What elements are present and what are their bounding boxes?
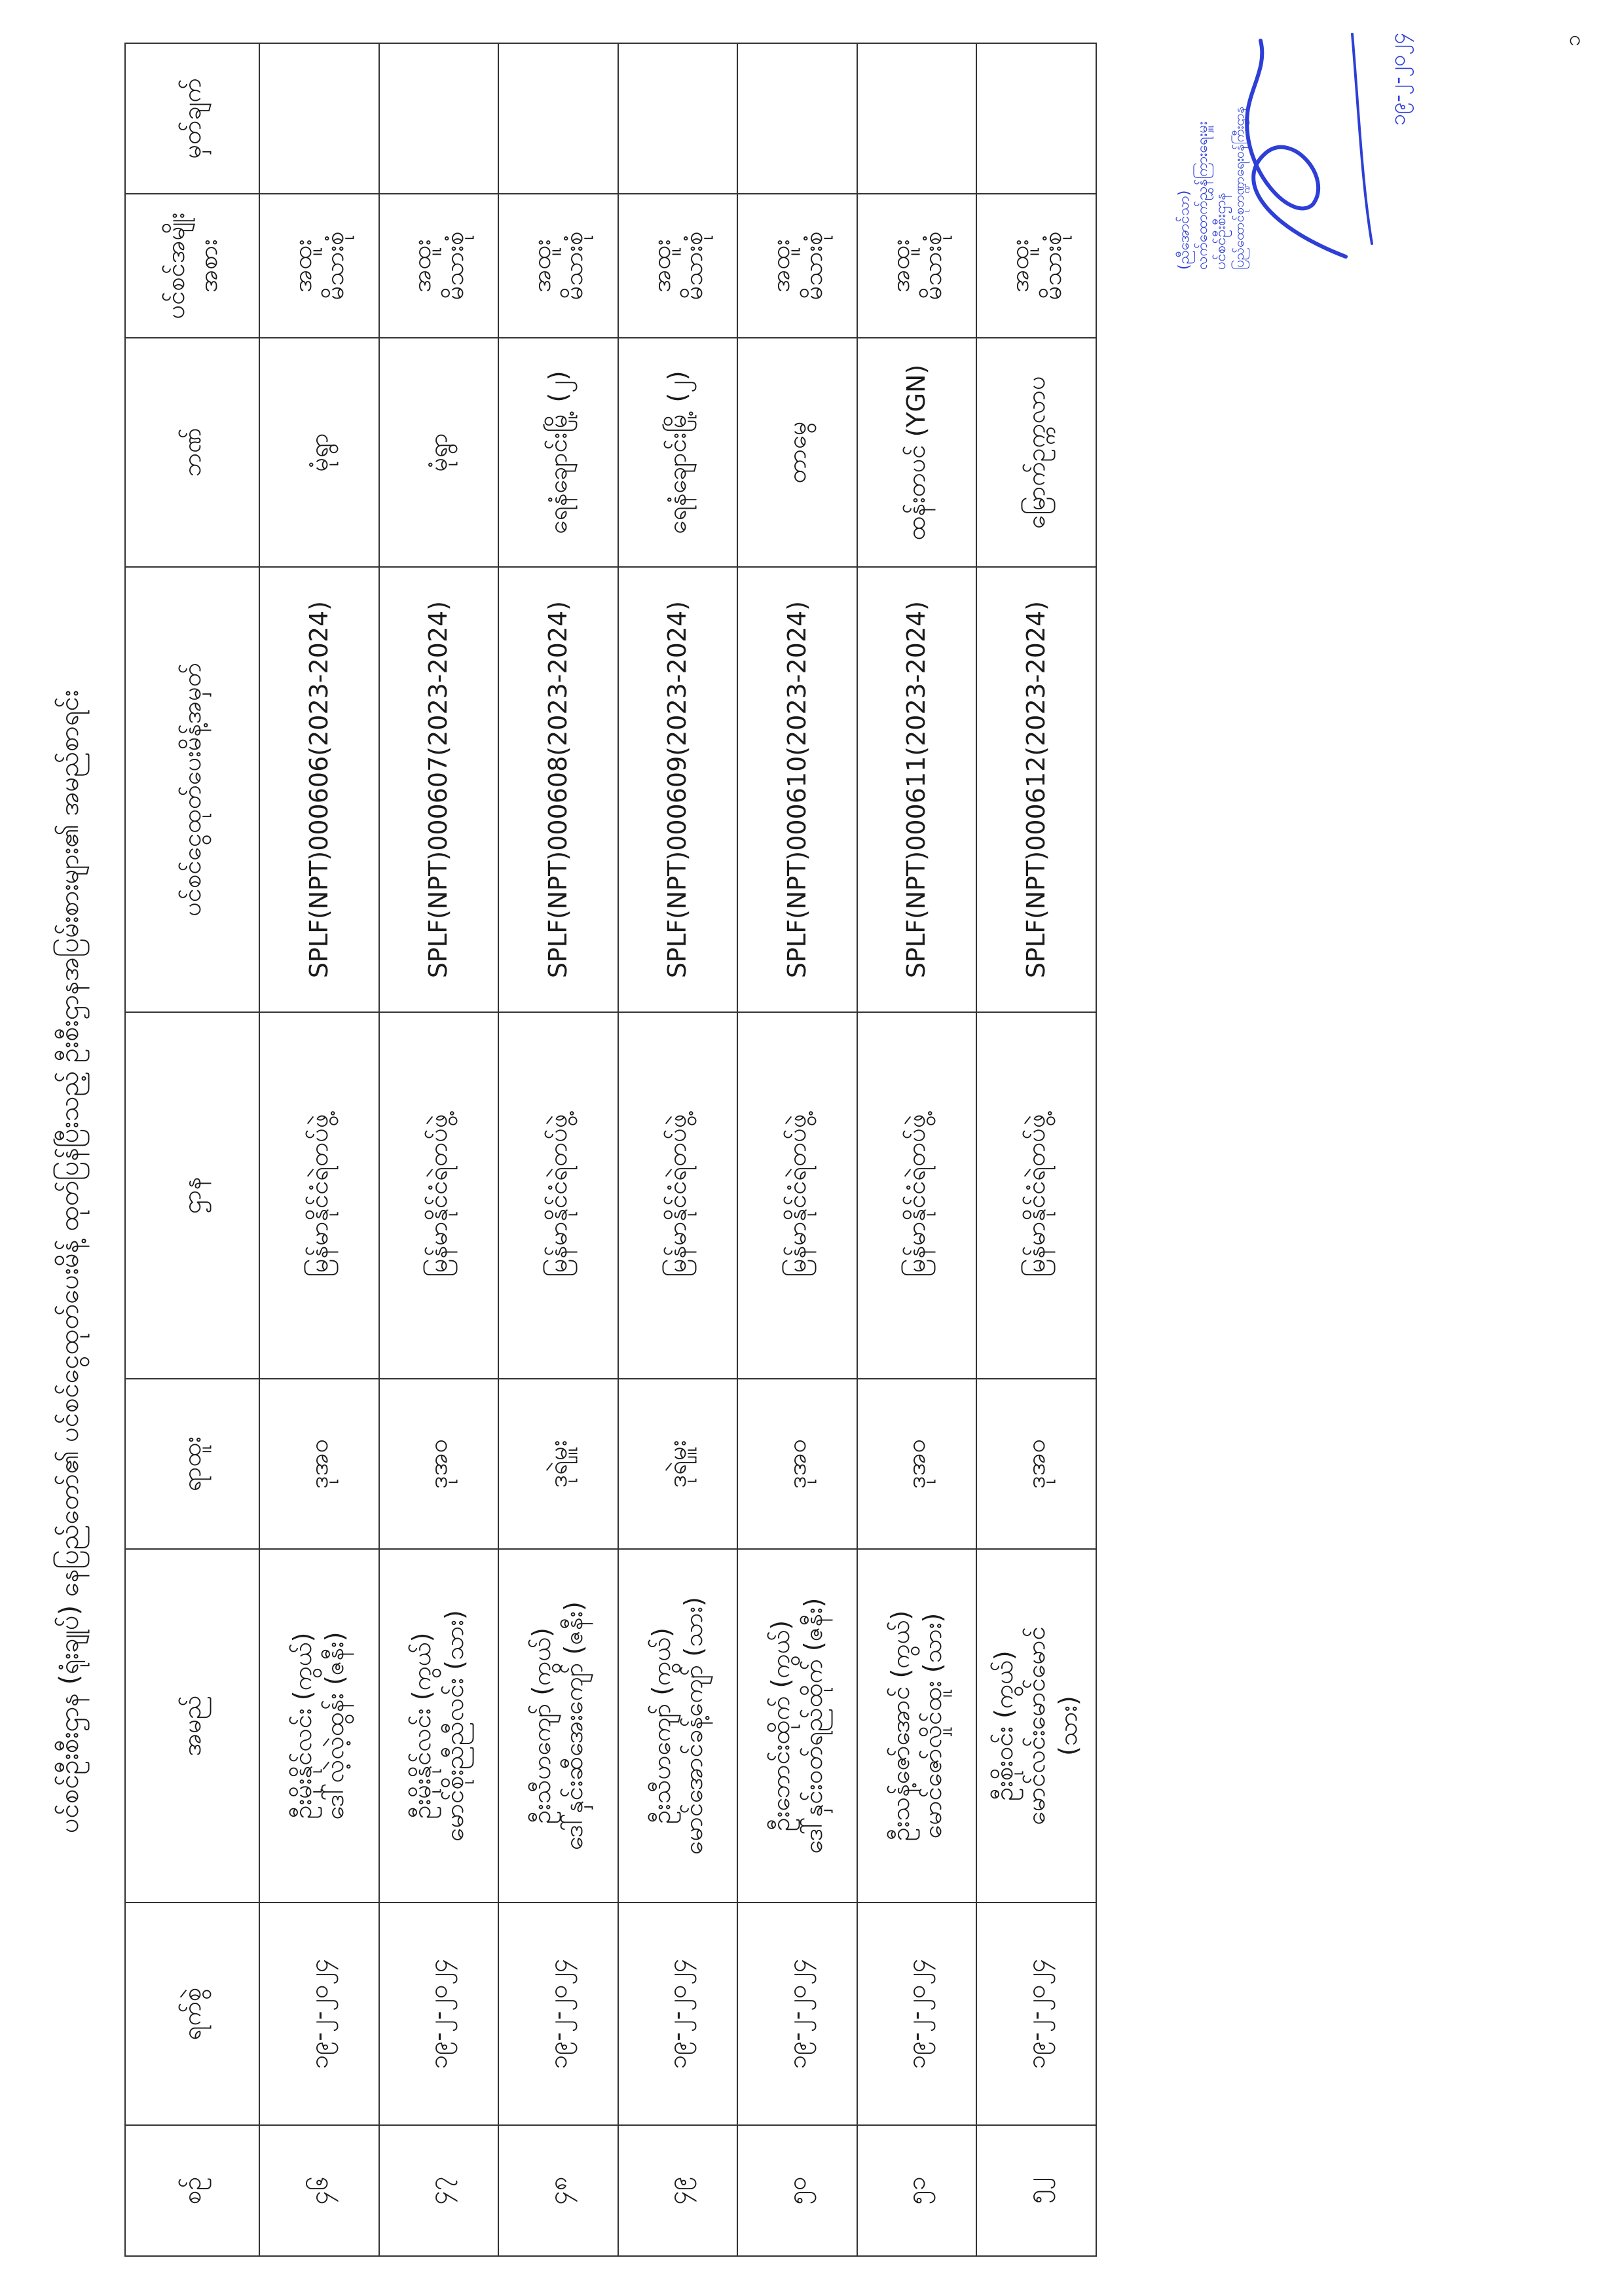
table-row: [498, 43, 618, 2256]
name-line: (သား): [1054, 1696, 1083, 1756]
row-no: ၄၈: [498, 2125, 618, 2256]
row-department: မြန်မာနိုင်ငံရဲတပ်ဖွဲ့: [618, 1012, 738, 1379]
row-order-number: SPLF(NPT)000609(2023-2024): [618, 567, 738, 1012]
row-bank: မြောက်ဥက္ကလာပ: [976, 338, 1096, 567]
row-rank: ဒုရဲမှူး: [618, 1379, 738, 1549]
row-no: ၅၁: [857, 2125, 977, 2256]
row-order-number: SPLF(NPT)000608(2023-2024): [498, 567, 618, 1012]
row-date: ၁၉-၂-၂၀၂၄: [379, 1903, 499, 2125]
row-order-number: SPLF(NPT)000606(2023-2024): [259, 567, 379, 1012]
stamp-line-1: (ညီအောင်သာ): [1176, 190, 1192, 270]
signature-stroke: [1247, 41, 1346, 257]
category-line: မိသားစုံ: [559, 231, 589, 301]
header-category: ပင်စင်အမျိုးအစား: [125, 194, 259, 338]
table-row: [737, 43, 857, 2256]
row-rank: ဒုအဝ: [259, 1379, 379, 1549]
row-category: [498, 194, 618, 338]
name-line: ဦးသီဟကျော် (ကွယ်): [646, 1628, 676, 1824]
table-row: [379, 43, 499, 2256]
table-row: [259, 43, 379, 2256]
category-line: အထူး: [646, 239, 676, 293]
table-row: [618, 43, 738, 2256]
row-rank: ဒုရဲမှူး: [498, 1379, 618, 1549]
row-department: မြန်မာနိုင်ငံရဲတပ်ဖွဲ့: [259, 1012, 379, 1379]
row-category: [857, 194, 977, 338]
name-line: ဒေါ်လဲ့လဲ့ထွန်း (ဇနီး): [320, 1631, 350, 1820]
row-bank: မုံရွာ: [379, 338, 499, 567]
row-bank: ထန်းတပင် (YGN): [857, 338, 977, 567]
stamp-line-2: လက်ထောက်ညွှန်ကြားရေးမှူး: [1194, 121, 1211, 270]
row-department: မြန်မာနိုင်ငံရဲတပ်ဖွဲ့: [976, 1012, 1096, 1379]
stamp-line-3: ပင်စင်ဦးစီးဌာန: [1213, 192, 1229, 270]
row-no: ၄၇: [379, 2125, 499, 2256]
header-date: ရက်စွဲ: [125, 1903, 259, 2125]
row-order-number: SPLF(NPT)000611(2023-2024): [857, 567, 977, 1012]
row-date: ၁၉-၂-၂၀၂၄: [498, 1903, 618, 2125]
row-no: ၄၆: [259, 2125, 379, 2256]
category-line: မိသားစုံ: [798, 231, 828, 301]
row-no: ၅၂: [976, 2125, 1096, 2256]
header-no: စဉ်: [125, 2125, 259, 2256]
row-category: [618, 194, 738, 338]
name-line: ဒေါ်နှင်းဆီအေးကျော် (ဇနီး): [559, 1601, 589, 1850]
row-name: [498, 1549, 618, 1903]
category-line: အထူး: [1005, 239, 1035, 293]
row-rank: ဒုအဝ: [976, 1379, 1096, 1549]
official-stamp: [1162, 21, 1424, 283]
document-title: ပင်စင်ဦးစီးဌာန (ရုံးချုပ်) နေပြည်တော်၏ ပင်စင်ငွေထုတ်ပေးမိန့် ထုတ်ပြန်ပြီးသည့် ဦးစီးဌာနအပြမ်းစားများ၏ အမည်စာရင်း: [54, 689, 84, 1834]
table-row: [857, 43, 977, 2256]
category-line: အထူး: [407, 239, 437, 293]
name-line: ဒေါ်နှင်းဝတ်ရည်ထိုက် (ဇနီး): [798, 1597, 828, 1854]
stamp-date: ၁၉-၂-၂၀၂၄: [1385, 32, 1410, 126]
row-category: [737, 194, 857, 338]
row-date: ၁၉-၂-၂၀၂၄: [737, 1903, 857, 2125]
row-bank: ရေနံချောင်းမြို့ (၂): [618, 338, 738, 567]
header-order-number: ပင်စင်ငွေထုတ်ပေးမိန့်အမှတ်: [125, 567, 259, 1012]
row-remark: [379, 43, 499, 194]
stamp-line-4: ပြည်ထောင်စုဘဏ္ဍာရေးဝန်ကြီးဌာန: [1231, 106, 1247, 270]
row-date: ၁၉-၂-၂၀၂၄: [618, 1903, 738, 2125]
row-department: မြန်မာနိုင်ငံရဲတပ်ဖွဲ့: [857, 1012, 977, 1379]
row-category: [976, 194, 1096, 338]
row-remark: [259, 43, 379, 194]
name-line: မောင်ဇော်လှိုင်ထူး (သား): [918, 1613, 948, 1839]
row-date: ၁၉-၂-၂၀၂၄: [259, 1903, 379, 2125]
name-line: မောင်အောင်ခန့်ကျော် (သား): [678, 1597, 708, 1855]
row-rank: ဒုအဝ: [379, 1379, 499, 1549]
category-line: အထူး: [766, 239, 796, 293]
table-header-row: [125, 43, 259, 2256]
row-remark: [737, 43, 857, 194]
row-rank: ဒုအဝ: [857, 1379, 977, 1549]
category-line: မိသားစုံ: [1037, 231, 1067, 301]
row-name: [618, 1549, 738, 1903]
row-order-number: SPLF(NPT)000610(2023-2024): [737, 567, 857, 1012]
category-line: မိသားစုံ: [320, 231, 350, 301]
row-bank: မုံရွာ: [259, 338, 379, 567]
category-line: အထူး: [527, 239, 557, 293]
row-category: [259, 194, 379, 338]
header-remark: မှတ်ချက်: [125, 43, 259, 194]
category-line: မိသားစုံ: [678, 231, 708, 301]
name-line: မောင်လင်းမောင်မောင်: [1021, 1626, 1050, 1825]
row-name: [379, 1549, 499, 1903]
row-no: ၅၀: [737, 2125, 857, 2256]
row-date: ၁၉-၂-၂၀၂၄: [976, 1903, 1096, 2125]
name-line: ဦးမိုးနိုင်လင်း (ကွယ်): [287, 1632, 317, 1819]
header-department: ဌာန: [125, 1012, 259, 1379]
page-number: ၁: [1560, 35, 1585, 46]
row-rank: ဒုအဝ: [737, 1379, 857, 1549]
row-name: [857, 1549, 977, 1903]
category-line: အထူး: [287, 239, 317, 293]
row-date: ၁၉-၂-၂၀၂၄: [857, 1903, 977, 2125]
category-line: အထူး: [885, 239, 915, 293]
row-department: မြန်မာနိုင်ငံရဲတပ်ဖွဲ့: [498, 1012, 618, 1379]
row-remark: [618, 43, 738, 194]
row-no: ၄၉: [618, 2125, 738, 2256]
row-order-number: SPLF(NPT)000612(2023-2024): [976, 567, 1096, 1012]
category-line: မိသားစုံ: [439, 231, 469, 301]
name-line: ဦးသန့်ဇော်အောင် (ကွယ်): [885, 1610, 915, 1842]
row-bank: ရေနံချောင်းမြို့ (၂): [498, 338, 618, 567]
header-rank: ရာထူး: [125, 1379, 259, 1549]
row-name: [259, 1549, 379, 1903]
row-department: မြန်မာနိုင်ငံရဲတပ်ဖွဲ့: [379, 1012, 499, 1379]
header-name: အမည်: [125, 1549, 259, 1903]
pension-register-table: [124, 43, 1097, 2257]
name-line: ဦးသီဟကျော် (ကွယ်): [527, 1628, 557, 1824]
row-name: [737, 1549, 857, 1903]
name-line: ဦးစိုးဝင်း (ကွယ်): [989, 1650, 1018, 1801]
row-department: မြန်မာနိုင်ငံရဲတပ်ဖွဲ့: [737, 1012, 857, 1379]
row-remark: [498, 43, 618, 194]
category-line: မိသားစုံ: [918, 231, 948, 301]
signature-underline: [1352, 34, 1372, 244]
name-line: ဦးမိုးနိုင်လင်း (ကွယ်): [407, 1632, 437, 1819]
row-remark: [857, 43, 977, 194]
row-remark: [976, 43, 1096, 194]
name-line: ဦးဘောင်းထိုက် (ကွယ်): [766, 1620, 796, 1832]
row-order-number: SPLF(NPT)000607(2023-2024): [379, 567, 499, 1012]
table-row: [976, 43, 1096, 2256]
row-bank: တာမွေ: [737, 338, 857, 567]
row-category: [379, 194, 499, 338]
row-name: [976, 1549, 1096, 1903]
header-bank: ဘဏ်: [125, 338, 259, 567]
name-line: မောင်စိုးညီညီလင်း (သား): [439, 1610, 469, 1842]
